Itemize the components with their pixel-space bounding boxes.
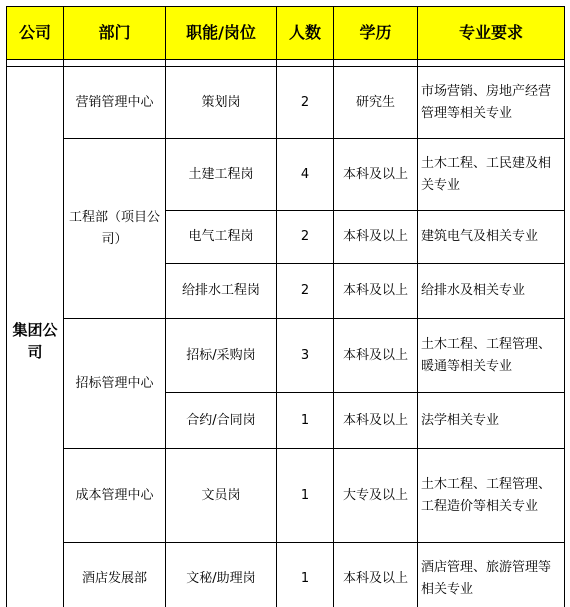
table-row xyxy=(7,543,565,607)
department-cell: 工程部（项目公司） xyxy=(64,139,166,319)
department-cell: 招标管理中心 xyxy=(64,319,166,449)
count-cell: 1 xyxy=(277,393,334,449)
education-cell: 本科及以上 xyxy=(334,264,418,319)
header-position: 职能/岗位 xyxy=(166,7,277,60)
spacer-cell xyxy=(166,60,277,67)
recruitment-table xyxy=(6,6,565,607)
education-cell: 研究生 xyxy=(334,67,418,139)
education-cell: 本科及以上 xyxy=(334,543,418,607)
header-company: 公司 xyxy=(7,7,64,60)
count-cell: 4 xyxy=(277,139,334,211)
education-cell: 本科及以上 xyxy=(334,211,418,264)
position-cell: 招标/采购岗 xyxy=(166,319,277,393)
header-department: 部门 xyxy=(64,7,166,60)
position-cell: 土建工程岗 xyxy=(166,139,277,211)
spacer-cell xyxy=(7,60,64,67)
count-cell: 2 xyxy=(277,67,334,139)
spacer-row xyxy=(7,60,565,67)
table-row xyxy=(7,319,565,393)
count-cell: 1 xyxy=(277,449,334,543)
requirement-cell: 给排水及相关专业 xyxy=(418,264,565,319)
count-cell: 3 xyxy=(277,319,334,393)
header-count: 人数 xyxy=(277,7,334,60)
department-cell: 酒店发展部 xyxy=(64,543,166,607)
spacer-cell xyxy=(64,60,166,67)
requirement-cell: 土木工程、工程管理、暖通等相关专业 xyxy=(418,319,565,393)
count-cell: 2 xyxy=(277,264,334,319)
position-cell: 文员岗 xyxy=(166,449,277,543)
requirement-cell: 法学相关专业 xyxy=(418,393,565,449)
position-cell: 策划岗 xyxy=(166,67,277,139)
requirement-cell: 市场营销、房地产经营管理等相关专业 xyxy=(418,67,565,139)
requirement-cell: 土木工程、工程管理、工程造价等相关专业 xyxy=(418,449,565,543)
header-education: 学历 xyxy=(334,7,418,60)
table-row xyxy=(7,449,565,543)
count-cell: 1 xyxy=(277,543,334,607)
company-cell: 集团公司 xyxy=(7,67,64,607)
position-cell: 给排水工程岗 xyxy=(166,264,277,319)
requirement-cell: 土木工程、工民建及相关专业 xyxy=(418,139,565,211)
header-row xyxy=(7,7,565,60)
spacer-cell xyxy=(277,60,334,67)
education-cell: 本科及以上 xyxy=(334,393,418,449)
spacer-cell xyxy=(418,60,565,67)
education-cell: 大专及以上 xyxy=(334,449,418,543)
position-cell: 文秘/助理岗 xyxy=(166,543,277,607)
table-row xyxy=(7,67,565,139)
recruitment-table-container xyxy=(6,6,569,607)
education-cell: 本科及以上 xyxy=(334,319,418,393)
position-cell: 电气工程岗 xyxy=(166,211,277,264)
position-cell: 合约/合同岗 xyxy=(166,393,277,449)
header-requirement: 专业要求 xyxy=(418,7,565,60)
count-cell: 2 xyxy=(277,211,334,264)
education-cell: 本科及以上 xyxy=(334,139,418,211)
department-cell: 营销管理中心 xyxy=(64,67,166,139)
requirement-cell: 建筑电气及相关专业 xyxy=(418,211,565,264)
requirement-cell: 酒店管理、旅游管理等相关专业 xyxy=(418,543,565,607)
table-row xyxy=(7,139,565,211)
spacer-cell xyxy=(334,60,418,67)
department-cell: 成本管理中心 xyxy=(64,449,166,543)
